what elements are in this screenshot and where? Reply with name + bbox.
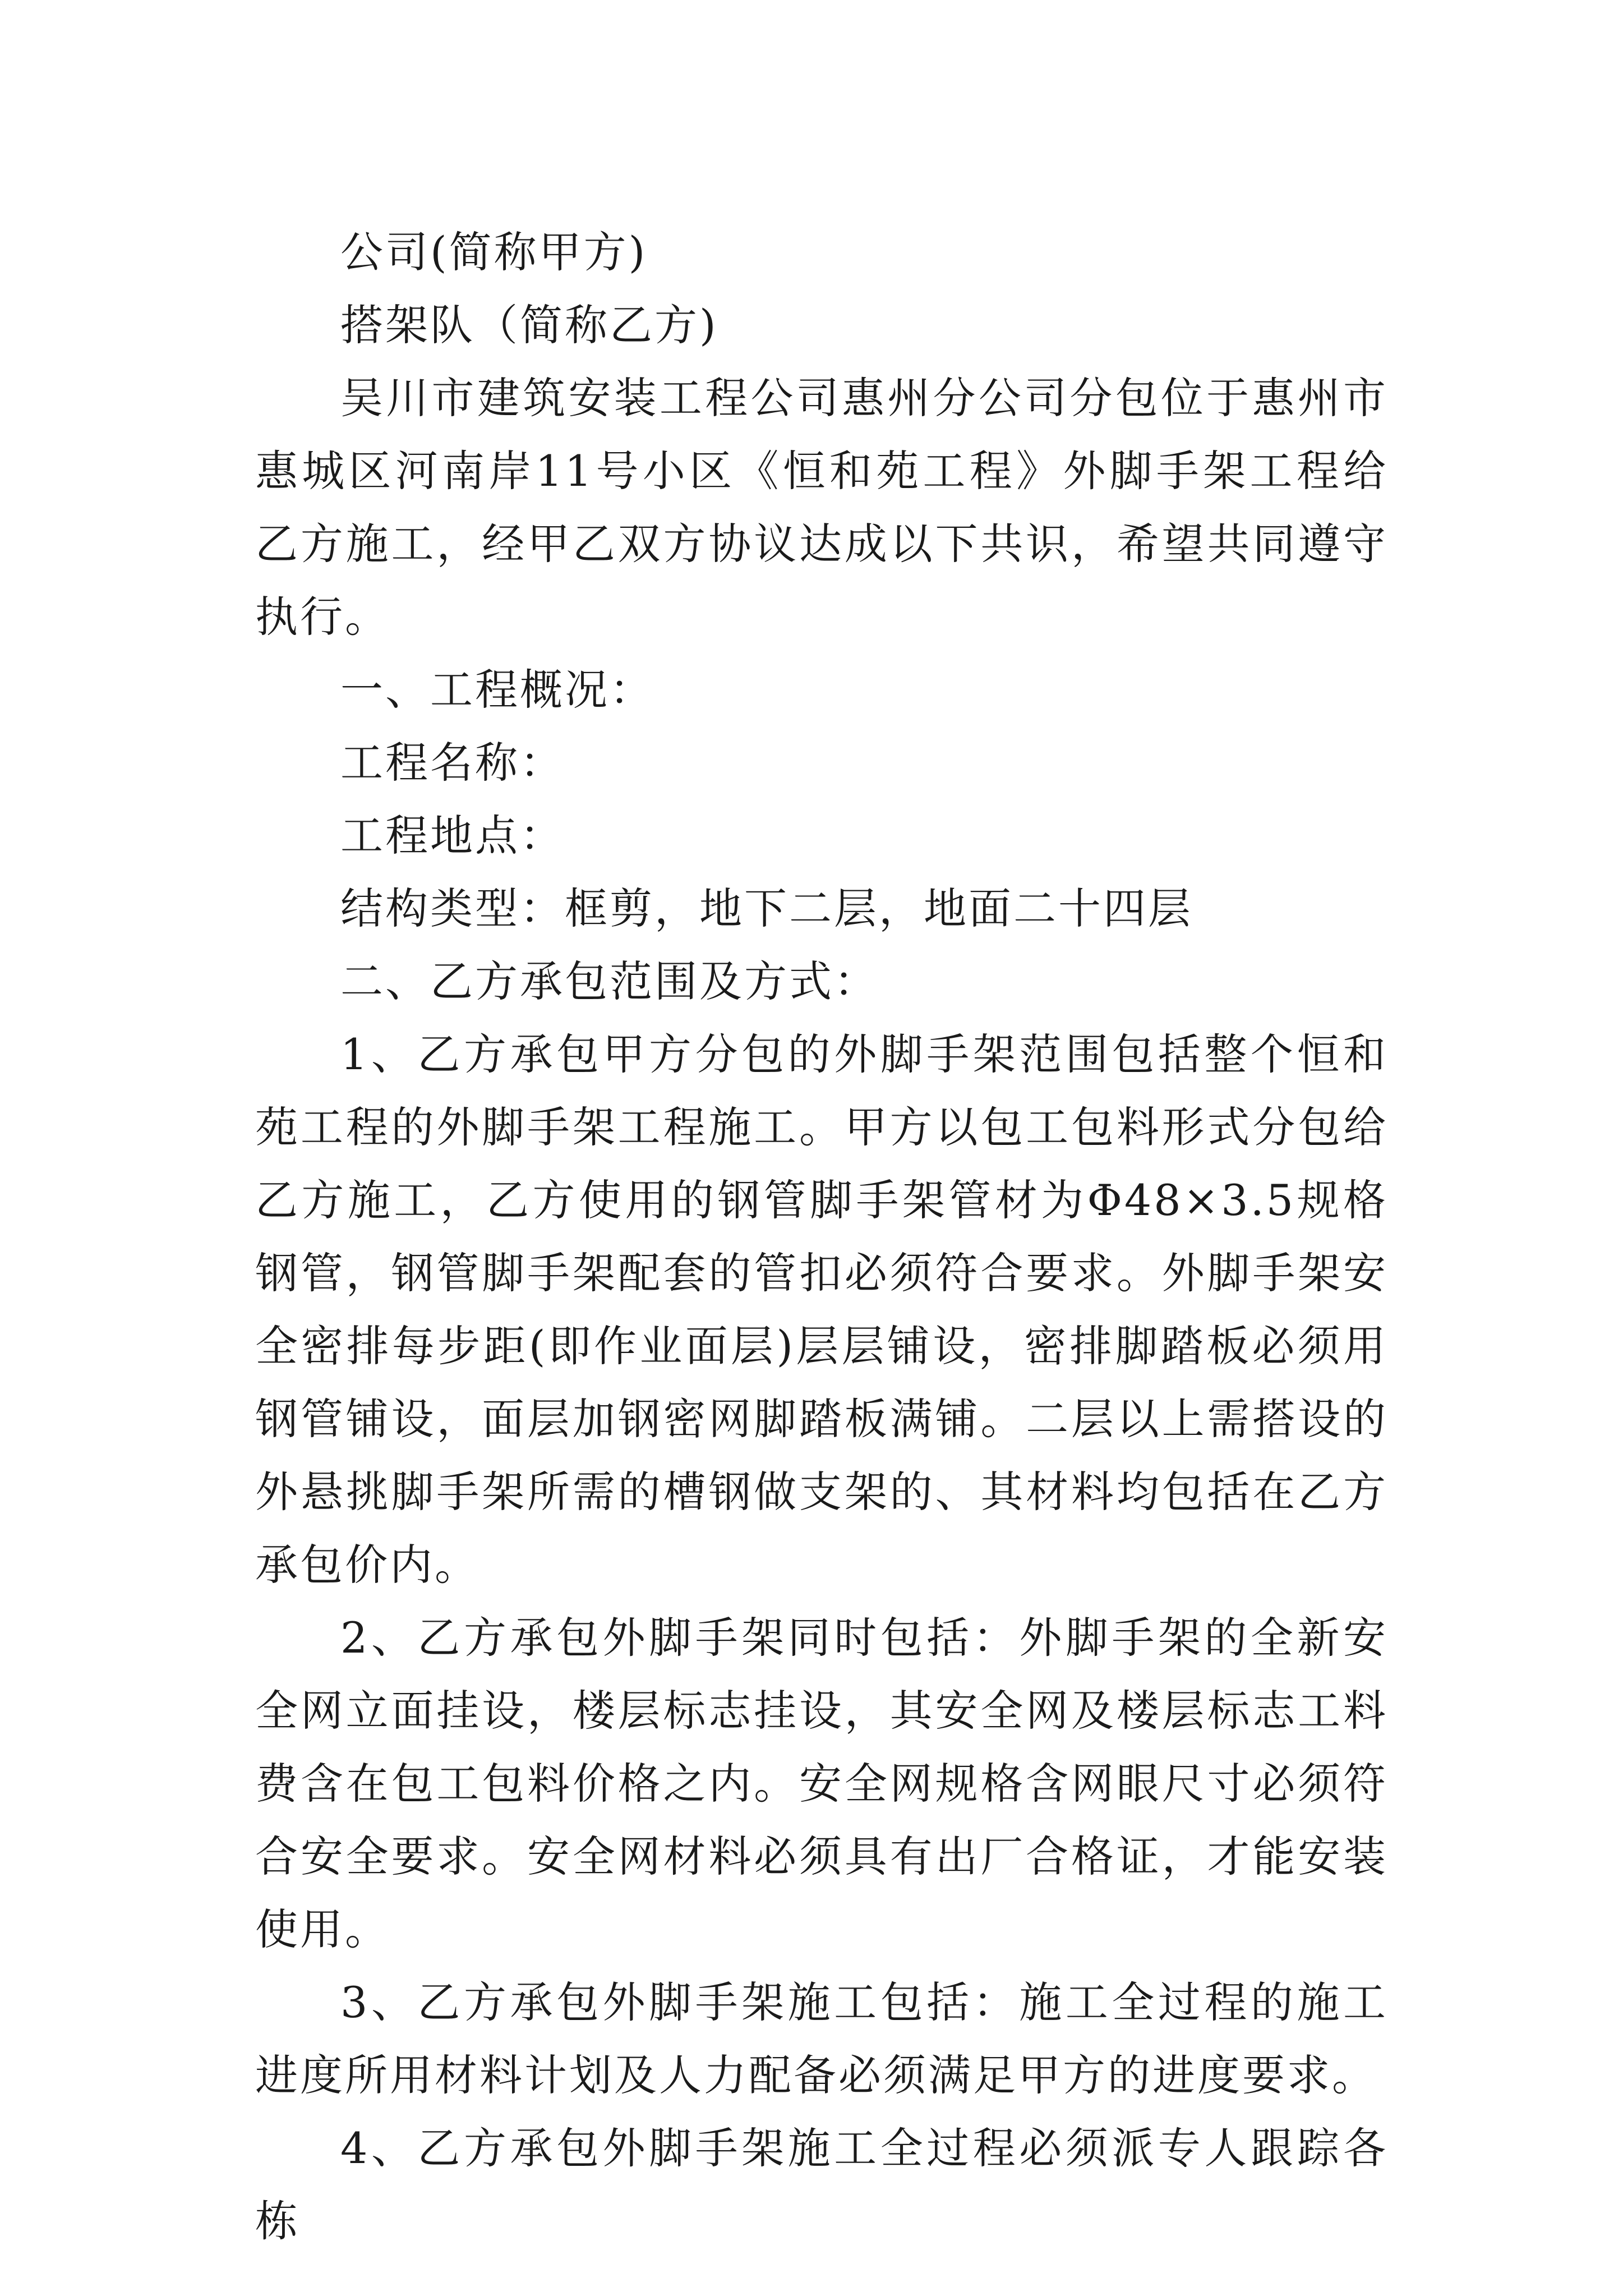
project-location-line: 工程地点： bbox=[340, 811, 565, 861]
party-a-line: 公司(简称甲方) bbox=[340, 227, 648, 277]
clause-2: 2、乙方承包外脚手架同时包括：外脚手架的全新安全网立面挂设，楼层标志挂设，其安全网及楼层标志工料费含在包工包料价格之内。安全网规格含网眼尺寸必须符合安全要求。安全网材料必须具有出厂合格证，才能安装使用。 bbox=[255, 1613, 1388, 1954]
project-name-line: 工程名称： bbox=[340, 738, 565, 788]
clause-3: 3、乙方承包外脚手架施工包括：施工全过程的施工进度所用材料计划及人力配备必须满足甲方的进度要求。 bbox=[255, 1977, 1388, 2100]
section-2-heading: 二、乙方承包范围及方式： bbox=[340, 956, 879, 1006]
clause-1: 1、乙方承包甲方分包的外脚手架范围包括整个恒和苑工程的外脚手架工程施工。甲方以包工包料形式分包给乙方施工，乙方使用的钢管脚手架管材为Φ48×3.5规格钢管，钢管脚手架配套的管扣必须符合要求。外脚手架安全密排每步距(即作业面层)层层铺设，密排脚踏板必须用钢管铺设，面层加钢密网脚踏板满铺。二层以上需搭设的外悬挑脚手架所需的槽钢做支架的、其材料均包括在乙方承包价内。 bbox=[255, 1029, 1388, 1590]
clause-4: 4、乙方承包外脚手架施工全过程必须派专人跟踪各栋 bbox=[255, 2123, 1388, 2246]
party-b-line: 搭架队（简称乙方) bbox=[340, 300, 718, 350]
document-body bbox=[255, 216, 1388, 2258]
intro-paragraph: 吴川市建筑安装工程公司惠州分公司分包位于惠州市惠城区河南岸11号小区《恒和苑工程》外脚手架工程给乙方施工，经甲乙双方协议达成以下共识，希望共同遵守执行。 bbox=[255, 373, 1388, 642]
structure-type-line: 结构类型：框剪，地下二层，地面二十四层 bbox=[340, 884, 1193, 933]
section-1-heading: 一、工程概况： bbox=[340, 665, 654, 715]
